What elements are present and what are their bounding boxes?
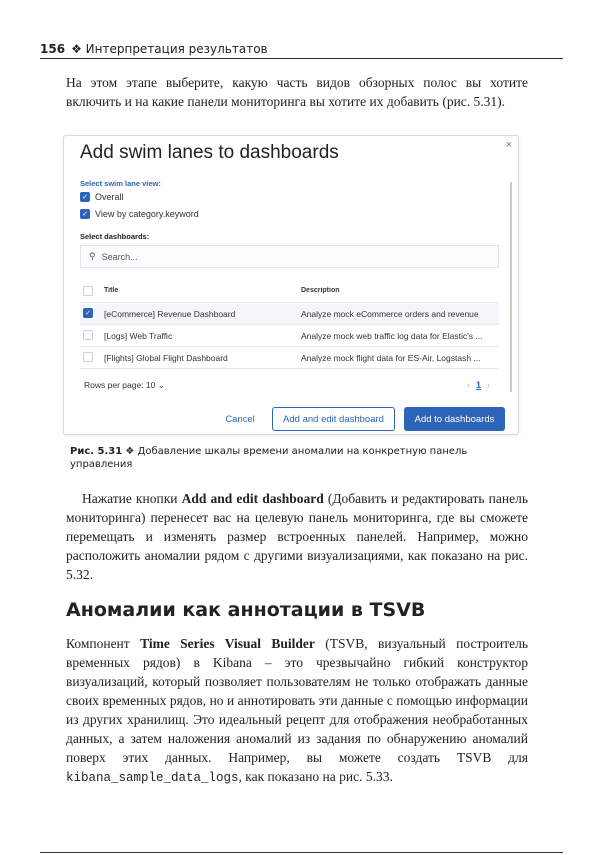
- caption-label: Рис. 5.31: [70, 446, 123, 457]
- add-to-dashboards-button[interactable]: Add to dashboards: [404, 407, 505, 431]
- caption-text: Добавление шкалы времени аномалии на конкретную панель управления: [70, 446, 468, 470]
- text: Компонент: [66, 636, 141, 651]
- row-description: Analyze mock eCommerce orders and revenue: [301, 309, 479, 319]
- dialog-title: Add swim lanes to dashboards: [80, 142, 339, 163]
- table-row[interactable]: [80, 347, 499, 369]
- select-all-checkbox[interactable]: [83, 286, 93, 296]
- page-1[interactable]: 1: [475, 380, 481, 390]
- paragraph: [66, 634, 528, 788]
- next-page-icon[interactable]: ›: [487, 380, 490, 390]
- row-title: [Flights] Global Flight Dashboard: [104, 353, 228, 363]
- add-and-edit-dashboard-button[interactable]: Add and edit dashboard: [272, 407, 395, 431]
- table-header: [80, 281, 499, 303]
- table-row[interactable]: [80, 325, 499, 347]
- check-icon: ✓: [80, 209, 90, 219]
- row-description: Analyze mock flight data for ES-Air, Logstash ...: [301, 353, 481, 363]
- pagination: [467, 380, 490, 390]
- prev-page-icon[interactable]: ‹: [466, 380, 470, 390]
- code: kibana_sample_data_logs: [66, 771, 239, 785]
- section-heading: Аномалии как аннотации в TSVB: [66, 599, 426, 621]
- row-checkbox[interactable]: [83, 330, 93, 340]
- running-header: [40, 42, 563, 59]
- row-description: Analyze mock web traffic log data for Elastic's ...: [301, 331, 483, 341]
- bold-term: Time Series Visual Builder: [140, 636, 315, 651]
- scrollbar[interactable]: [510, 182, 512, 392]
- text: , как показано на рис. 5.33.: [238, 769, 393, 784]
- bold-term: Add and edit dashboard: [181, 491, 324, 506]
- text: (TSVB, визуальный построитель временных рядов) в Kibana – это чрезвычайно гибкий конструктор визуализаций, который позволяет пользователям не только отображать данные своих временных рядов, но и аннотировать эти данные с помощью информации из других хранилищ. Это идеальный рецепт для отображения необработанных данных, а затем наложения аномалий из задания по обнаружению аномалий поверх этих данных. Например, вы можете создать TSVB для: [66, 636, 529, 765]
- add-swim-lanes-dialog: [63, 135, 519, 435]
- column-description: Description: [301, 287, 340, 294]
- body-flow: [66, 445, 528, 788]
- swim-lane-view-label: Select swim lane view:: [80, 179, 161, 188]
- checkbox-label: Overall: [95, 192, 124, 202]
- footer-rule: [40, 852, 563, 853]
- checkbox-label: View by category.keyword: [95, 209, 199, 219]
- rows-per-page-select[interactable]: [84, 380, 165, 391]
- check-icon: ✓: [80, 192, 90, 202]
- column-title: Title: [104, 287, 119, 294]
- checkbox-overall[interactable]: [80, 192, 124, 202]
- row-title: [Logs] Web Traffic: [104, 331, 173, 341]
- cancel-button[interactable]: Cancel: [225, 413, 255, 425]
- row-checkbox[interactable]: [83, 352, 93, 362]
- select-dashboards-label: Select dashboards:: [80, 232, 150, 241]
- separator: ❖: [125, 446, 135, 457]
- chevron-down-icon: ⌄: [157, 380, 165, 390]
- row-title: [eCommerce] Revenue Dashboard: [104, 309, 236, 319]
- intro-paragraph: На этом этапе выберите, какую часть видов обзорных полос вы хотите включить и на какие панели мониторинга вы хотите их добавить (рис. 5.31).: [66, 75, 528, 109]
- section-title: Интерпретация результатов: [85, 42, 268, 56]
- search-icon: ⚲: [89, 251, 96, 261]
- close-icon[interactable]: ×: [505, 139, 512, 151]
- text: Нажатие кнопки: [82, 491, 182, 506]
- checkbox-view-by-category[interactable]: [80, 209, 199, 219]
- table-row[interactable]: [80, 303, 499, 325]
- page-number: 156: [40, 42, 66, 56]
- search-input[interactable]: [80, 245, 499, 268]
- search-placeholder: Search...: [101, 251, 138, 262]
- rows-per-page-label: Rows per page: 10: [84, 380, 156, 390]
- row-checkbox[interactable]: ✓: [83, 308, 93, 318]
- text: (Добавить и редактировать панель мониторинга) перенесет вас на целевую панель мониторинга, где вы сможете перемещать и изменять размер встроенных панелей. Например, можно расположить аномалии рядом с другими визуализациями, как показано на рис. 5.32.: [66, 491, 528, 582]
- separator: ❖: [71, 42, 82, 56]
- paragraph: [66, 489, 528, 584]
- figure-caption: [70, 445, 528, 471]
